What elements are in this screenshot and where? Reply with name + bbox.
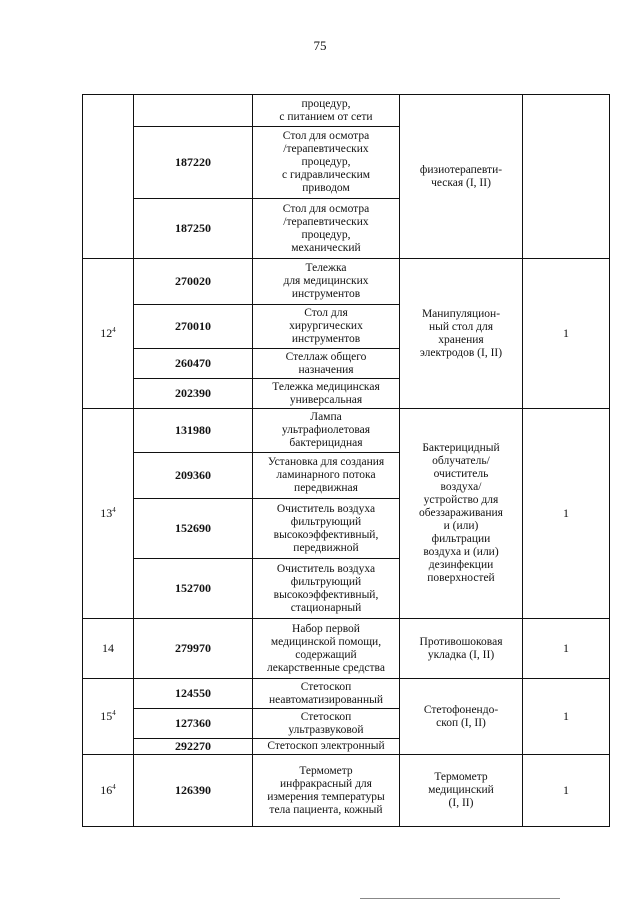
- item-name-cell: [400, 259, 523, 409]
- type-name-cell: [253, 127, 400, 199]
- type-name-cell: [253, 755, 400, 827]
- item-number-cell: [83, 409, 134, 619]
- item-name-cell: [400, 409, 523, 619]
- type-name-cell: [253, 199, 400, 259]
- item-number: 12: [100, 326, 113, 340]
- type-name: Тележка медицинская универсальная: [272, 380, 380, 406]
- footnote-mark: 4: [112, 709, 116, 717]
- item-name: Противошоковая укладка (I, II): [419, 635, 503, 661]
- type-name: Стеллаж общего назначения: [285, 350, 367, 376]
- footnote-mark: 4: [112, 326, 116, 334]
- item-number-cell: [83, 755, 134, 827]
- type-name-cell: [253, 739, 400, 755]
- item-name: Манипуляцион- ный стол для хранения электродов (I, II): [419, 307, 503, 359]
- item-name: Термометр медицинский (I, II): [428, 771, 494, 809]
- type-name: Очиститель воздуха фильтрующий высокоэффективный, передвижной: [273, 502, 379, 554]
- item-number-cell: [83, 679, 134, 755]
- type-name: Очиститель воздуха фильтрующий высокоэффективный, стационарный: [273, 562, 379, 614]
- item-name: физиотерапевти- ческая (I, II): [419, 163, 503, 189]
- quantity-cell: 1: [523, 619, 610, 679]
- item-name-cell: [400, 619, 523, 679]
- type-name-cell: [253, 679, 400, 709]
- type-name: Стол для осмотра /терапевтических процедур, механический: [282, 202, 370, 254]
- footnote-mark: 4: [112, 506, 116, 514]
- item-number: 14: [102, 641, 114, 655]
- item-name-cell: [400, 755, 523, 827]
- code-cell: 126390: [134, 755, 253, 827]
- code-cell: 152700: [134, 559, 253, 619]
- item-name-cell: [400, 679, 523, 755]
- code-cell: 209360: [134, 453, 253, 499]
- item-number: 16: [100, 783, 113, 797]
- item-name-cell: [400, 95, 523, 259]
- item-name: Бактерицидный облучатель/ очиститель воздуха/ устройство для обеззараживания и (или) фильтрации воздуха и (или) дезинфекции поверхностей: [419, 442, 503, 584]
- item-number: 13: [100, 506, 113, 520]
- type-name: Лампа ультрафиолетовая бактерицидная: [281, 411, 371, 449]
- type-name-cell: [253, 453, 400, 499]
- code-cell: 187250: [134, 199, 253, 259]
- item-name: Стетофонендо- скоп (I, II): [423, 703, 499, 729]
- type-name: Установка для создания ламинарного потока передвижная: [267, 456, 385, 494]
- code-cell: 260470: [134, 349, 253, 379]
- type-name-cell: [253, 499, 400, 559]
- type-name: Стол для хирургических инструментов: [289, 307, 363, 345]
- quantity-cell: 1: [523, 679, 610, 755]
- type-name: Стетоскоп электронный: [267, 740, 385, 752]
- code-cell: 270010: [134, 305, 253, 349]
- code-cell: 187220: [134, 127, 253, 199]
- type-name-cell: [253, 559, 400, 619]
- page-number: 75: [313, 38, 327, 53]
- type-name: Стетоскоп ультразвуковой: [288, 710, 364, 736]
- table-row: [83, 755, 610, 827]
- table-row: [83, 619, 610, 679]
- type-name-cell: [253, 349, 400, 379]
- type-name: Стол для осмотра /терапевтических процедур, с гидравлическим приводом: [281, 130, 371, 194]
- table-row: [83, 679, 610, 709]
- type-name-cell: [253, 379, 400, 409]
- type-name-cell: [253, 95, 400, 127]
- table-row: [83, 409, 610, 453]
- quantity-cell: 1: [523, 259, 610, 409]
- code-cell: 202390: [134, 379, 253, 409]
- item-number-cell: [83, 259, 134, 409]
- table-row: [83, 95, 610, 127]
- table-row: [83, 259, 610, 305]
- equipment-table: [82, 94, 610, 827]
- code-cell: [134, 95, 253, 127]
- code-cell: 152690: [134, 499, 253, 559]
- type-name-cell: [253, 409, 400, 453]
- footnote-mark: 4: [112, 783, 116, 791]
- item-number: 15: [100, 709, 113, 723]
- type-name-cell: [253, 305, 400, 349]
- code-cell: 124550: [134, 679, 253, 709]
- type-name-cell: [253, 709, 400, 739]
- scan-edge-line: [360, 898, 560, 899]
- quantity-cell: 1: [523, 409, 610, 619]
- item-number-cell: [83, 95, 134, 259]
- code-cell: 292270: [134, 739, 253, 755]
- type-name-cell: [253, 259, 400, 305]
- type-name: Тележка для медицинских инструментов: [283, 262, 369, 300]
- quantity-cell: 1: [523, 755, 610, 827]
- code-cell: 279970: [134, 619, 253, 679]
- type-name: Набор первой медицинской помощи, содержащий лекарственные средства: [267, 622, 385, 674]
- code-cell: 131980: [134, 409, 253, 453]
- item-number-cell: [83, 619, 134, 679]
- code-cell: 270020: [134, 259, 253, 305]
- type-name: Термометр инфракрасный для измерения температуры тела пациента, кожный: [267, 764, 385, 816]
- type-name: процедур, с питанием от сети: [279, 97, 373, 123]
- code-cell: 127360: [134, 709, 253, 739]
- type-name-cell: [253, 619, 400, 679]
- quantity-cell: [523, 95, 610, 259]
- type-name: Стетоскоп неавтоматизированный: [268, 680, 383, 706]
